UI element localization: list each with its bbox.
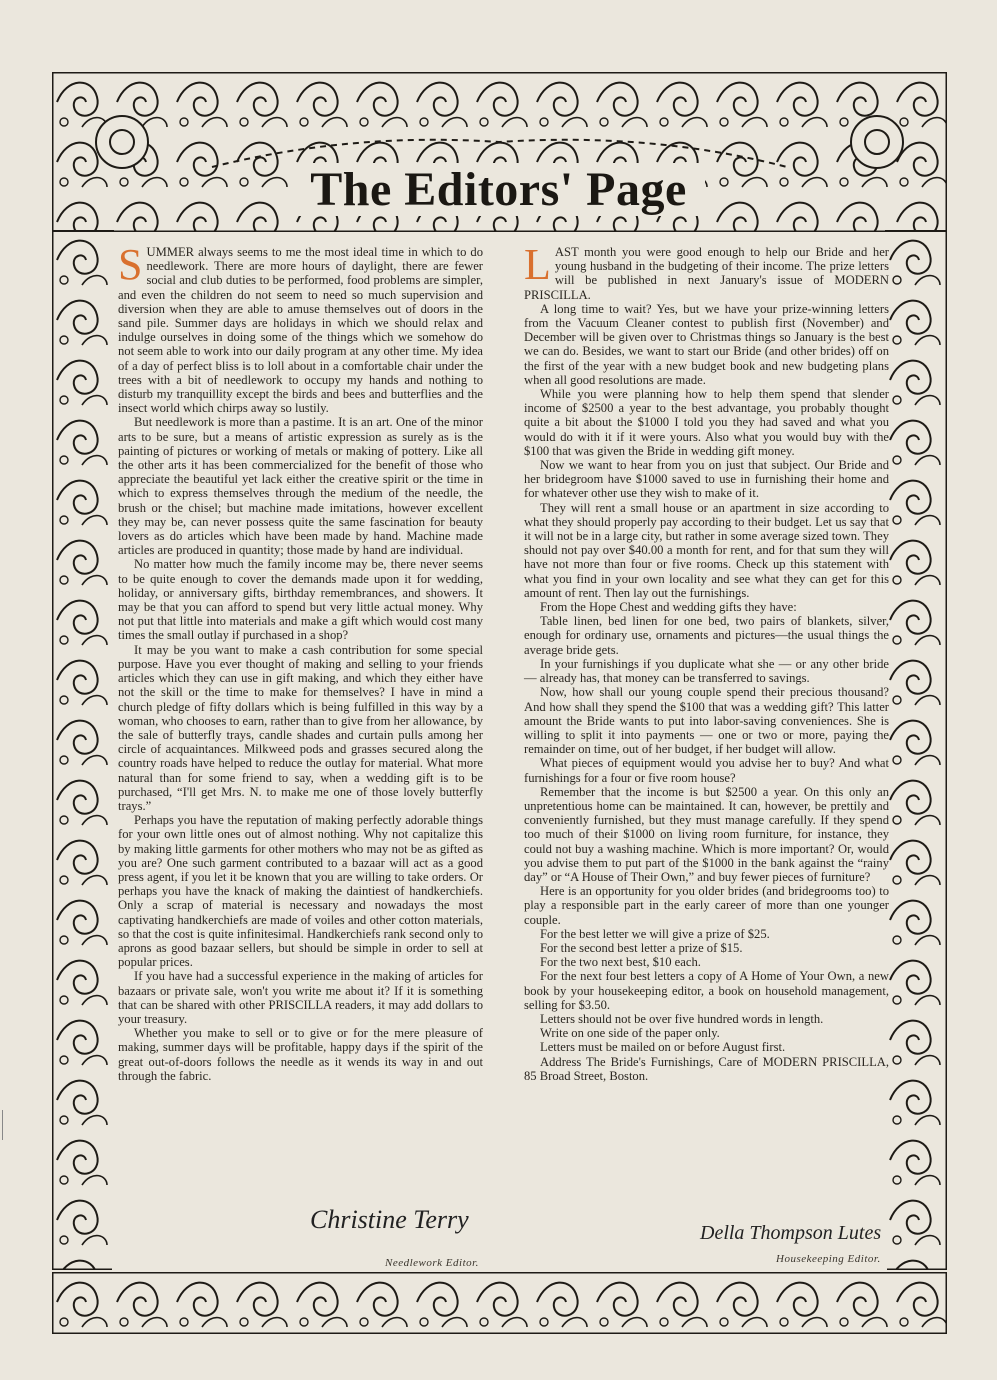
dropcap: L bbox=[524, 240, 551, 289]
paragraph: Letters must be mailed on or before August first. bbox=[540, 1040, 786, 1055]
ornamental-border-bottom bbox=[52, 1272, 947, 1334]
paragraph: For the next four best letters a copy of A Home of Your Own, a new book by your housekeeping editor, a book on household management, selling for $3.50. bbox=[524, 969, 889, 1012]
ornamental-border-right bbox=[885, 230, 947, 1270]
paragraph: For the two next best, $10 each. bbox=[540, 955, 701, 970]
page-edge-mark bbox=[2, 1110, 3, 1140]
paragraph: For the second best letter a prize of $15. bbox=[540, 940, 743, 955]
paragraph: If you have had a successful experience in the making of articles for bazaars or private sale, won't you write me about it? If it is something that can be shared with other PRISCILLA readers, it may add dollars to your treasury. bbox=[118, 969, 483, 1026]
signature-housekeeping-editor: Della Thompson Lutes bbox=[700, 1222, 882, 1244]
ornamental-border-left bbox=[52, 230, 114, 1270]
paragraph: While you were planning how to help them spend that slender income of $2500 a year to the best advantage, you probably thought quite a bit about the $1000 I told you they had saved and what you would do with it if it were yours. Also what you would buy with the $100 that was given the Bride in wedding gift money. bbox=[524, 387, 889, 458]
paragraph: SUMMER always seems to me the most ideal time in which to do needlework. There are more hours of daylight, there are fewer social and club duties to be performed, food problems are simpler, and even the children do not seem to need so much supervision and diversion when they are able to amuse themselves out of doors in the sand pile. Summer days are holidays in which we should relax and indulge ourselves in doing some of the things which we somehow do not seem able to work into our daily program at any other time. My idea of a day of perfect bliss is to loll about in a comfortable chair under the trees with a bit of needlework to occupy my hands and nothing to disturb my tranquillity except the birds and bees and butterflies and the insect world which chirps away so lustily. bbox=[118, 240, 483, 416]
signature-needlework-editor: Christine Terry bbox=[310, 1205, 469, 1234]
paragraph: Table linen, bed linen for one bed, two pairs of blankets, silver, enough for ordinary use, ornaments and pictures—the usual things the average bride gets. bbox=[524, 614, 889, 657]
paragraph: Remember that the income is but $2500 a year. On this only an unpretentious home can be maintained. It can, however, be prettily and conveniently furnished, but they must manage carefully. If they spend too much of their $1000 on living room furniture, for instance, they could not buy a washing machine. Which is more important? Or, would you advise them to put part of the $1000 in the bank against the “rainy day” or “A House of Their Own,” and buy fewer pieces of furniture? bbox=[524, 784, 889, 884]
paragraph: Now, how shall our young couple spend their precious thousand? And how shall they spend the $100 that was a wedding gift? This latter amount the Bride wants to put into labor-saving conveniences. She is willing to split it into payments — one or two or more, paying the remainder on time, out of her budget, if her budget will allow. bbox=[524, 685, 889, 757]
paragraph: From the Hope Chest and wedding gifts they have: bbox=[540, 600, 797, 615]
paragraph: Whether you make to sell or to give or for the mere pleasure of making, summer days will be profitable, happy days if the spirit of the great out-of-doors follows the needle as it wends its way in and out through the fabric. bbox=[118, 1026, 483, 1083]
paragraph: But needlework is more than a pastime. It is an art. One of the minor arts to be sure, but a means of artistic expression as surely as is the painting of pictures or working of metals or making of pottery. Like all the other arts it has been commercialized for the benefit of those who appreciate the beautiful yet lack either the creative spirit or the time in which to express themselves through the medium of the needle, the brush or the chisel; but machine made imitations, however excellent they may be, can never possess quite the same fascination for beauty lovers as do articles which have been made by hand. Machine made articles are produced in quantity; those made by hand are individual. bbox=[118, 415, 483, 558]
dropcap: S bbox=[118, 240, 143, 289]
paragraph: Address The Bride's Furnishings, Care of MODERN PRISCILLA, 85 Broad Street, Boston. bbox=[524, 1054, 889, 1083]
paragraph: No matter how much the family income may be, there never seems to be quite enough to cover the demands made upon it for wedding, holiday, or anniversary gifts, birthday remembrances, and showers. It may be that you can afford to spend but very little actual money. Why not put that little into materials and make a gift which would cost many times the small outlay if purchased in a shop? bbox=[118, 557, 483, 643]
left-column-article bbox=[118, 240, 483, 1083]
paragraph: They will rent a small house or an apartment in size according to what they should properly pay according to their budget. Let us say that it will not be in a large city, but rather in some average sized town. They should not pay over $40.00 a month for rent, and for that sum they will have not more than four or five rooms. Check up this statement with what you find in your own locality and see what they can get for this amount of rent. Then lay out the furnishings. bbox=[524, 500, 889, 600]
role-housekeeping-editor: Housekeeping Editor. bbox=[776, 1253, 881, 1265]
paragraph: Here is an opportunity for you older brides (and bridegrooms too) to play a responsible part in the early career of more than one younger couple. bbox=[524, 884, 889, 927]
right-column-article bbox=[524, 240, 889, 1083]
paragraph: Perhaps you have the reputation of making perfectly adorable things for your own little ones out of almost nothing. Why not capitalize this by making little garments for other mothers who may not be as gifted as you are? One such garment contributed to a bazaar will act as a good press agent, if you let it be known that you are willing to take orders. Or perhaps you have the knack of making the daintiest of handkerchiefs. Only a scrap of material is necessary and nowadays the most captivating handkerchiefs are made of voiles and other cotton materials, so that the cost is quite infinitesimal. Handkerchiefs rank second only to aprons as good bazaar sellers, but should be simple in order to sell at popular prices. bbox=[118, 813, 483, 970]
paragraph: What pieces of equipment would you advise her to buy? And what furnishings for a four or five room house? bbox=[524, 756, 889, 785]
paragraph: It may be you want to make a cash contribution for some special purpose. Have you ever thought of making and selling to your friends articles which they can use in gift making, and which they either have not the skill or the time to make for themselves? I have in mind a church pledge of fifty dollars which is being fulfilled in this way by a woman, who chooses to earn, rather than to give from her allowance, by the sale of butterfly trays, candle shades and curtain pulls among her circle of acquaintances. Milkweed pods and grasses secured along the country roads have helped to reduce the outlay for material. What more natural than for some friend to say, when a wedding gift is to be purchased, “I'll get Mrs. N. to make me one of those lovely butterfly trays.” bbox=[118, 642, 483, 813]
paragraph: A long time to wait? Yes, but we have your prize-winning letters from the Vacuum Cleaner contest to publish first (November) and December will be given over to Christmas things so January is the best we can do. Besides, we want to start our Bride (and other brides) off on the first of the year with a new budget book and new budgeting plans when all good resolutions are made. bbox=[524, 301, 889, 387]
paragraph: Letters should not be over five hundred words in length. bbox=[540, 1011, 824, 1026]
paragraph: Write on one side of the paper only. bbox=[540, 1026, 720, 1041]
paragraph: Now we want to hear from you on just that subject. Our Bride and her bridegroom have $1000 saved to use in furnishing their home and for whatever other use they wish to make of it. bbox=[524, 458, 889, 501]
paragraph: For the best letter we will give a prize of $25. bbox=[540, 926, 770, 941]
paragraph: In your furnishings if you duplicate what she — or any other bride — already has, that money can be transferred to savings. bbox=[524, 656, 889, 686]
paragraph: LAST month you were good enough to help our Bride and her young husband in the budgeting of their income. The prize letters will be published in next January's issue of MODERN PRISCILLA. bbox=[524, 240, 889, 302]
page-title: The Editors' Page bbox=[0, 162, 997, 217]
role-needlework-editor: Needlework Editor. bbox=[385, 1257, 479, 1269]
